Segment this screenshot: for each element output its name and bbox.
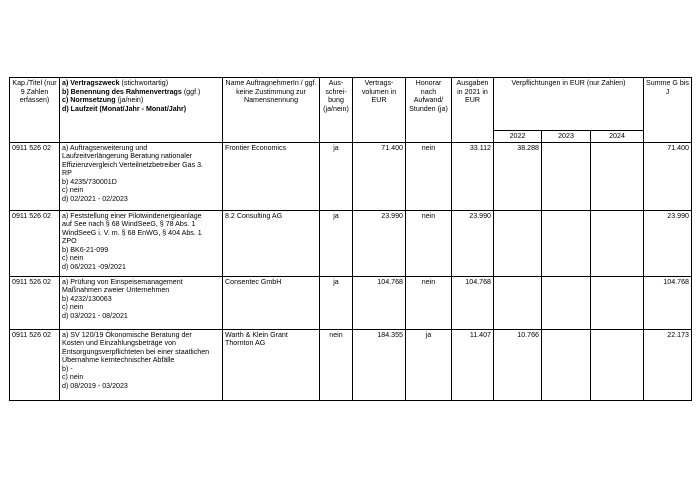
- header-kap: Kap./Titel (nur 9 Zahlen erfassen): [10, 78, 60, 143]
- vertragszweck-line: d) 02/2021 - 02/2023: [62, 194, 128, 203]
- cell-kap: 0911 526 02: [10, 142, 60, 210]
- vertragszweck-line: Maßnahmen zweier Unternehmen: [62, 286, 170, 294]
- cell-vertragszweck: [60, 329, 223, 400]
- vertragszweck-line: a) Prüfung von Einspeisemanagement: [62, 277, 183, 286]
- header-year-2024: 2024: [591, 131, 644, 143]
- table-row: [10, 142, 692, 210]
- cell-kap: 0911 526 02: [10, 329, 60, 400]
- cell-vertragszweck: [60, 210, 223, 276]
- cell-2024: [591, 142, 644, 210]
- cell-2024: [591, 210, 644, 276]
- cell-summe: 22.173: [644, 329, 692, 400]
- vertragszweck-line: a) Auftragserweiterung und: [62, 143, 148, 152]
- cell-ausschreibung: ja: [320, 276, 353, 329]
- vertragszweck-line: RP: [62, 169, 72, 177]
- cell-kap: 0911 526 02: [10, 276, 60, 329]
- header-auftragnehmer: Name AuftragnehmerIn / ggf. keine Zustimmung zur Namensnennung: [223, 78, 320, 143]
- table-row: [10, 276, 692, 329]
- cell-ausschreibung: ja: [320, 142, 353, 210]
- vertragszweck-line: Entsorgungsverpflichteten bei einer staatlichen: [62, 347, 210, 356]
- cell-honorar: nein: [406, 142, 452, 210]
- cell-volumen: 23.990: [353, 210, 406, 276]
- vertragszweck-line: c) nein: [62, 373, 84, 381]
- cell-auftragnehmer: Warth & Klein Grant Thornton AG: [223, 329, 320, 400]
- cell-2023: [542, 210, 591, 276]
- header-verpflichtungen: Verpflichtungen in EUR (nur Zahlen): [494, 78, 644, 131]
- cell-summe: 71.400: [644, 142, 692, 210]
- table-row: [10, 210, 692, 276]
- vertragszweck-line: b) -: [62, 364, 73, 373]
- cell-2022: 10.766: [494, 329, 542, 400]
- cell-vertragszweck: [60, 276, 223, 329]
- header-year-2022: 2022: [494, 131, 542, 143]
- cell-ausschreibung: nein: [320, 329, 353, 400]
- cell-honorar: nein: [406, 210, 452, 276]
- header-summe: Summe G bis J: [644, 78, 692, 143]
- vertragszweck-line: d) 08/2019 - 03/2023: [62, 381, 128, 390]
- cell-2024: [591, 329, 644, 400]
- cell-ausgaben: 33.112: [452, 142, 494, 210]
- cell-volumen: 104.768: [353, 276, 406, 329]
- vertragszweck-line: d) 03/2021 - 08/2021: [62, 311, 128, 320]
- cell-2022: 38.288: [494, 142, 542, 210]
- vertragszweck-line: ZPO: [62, 237, 77, 245]
- cell-ausschreibung: ja: [320, 210, 353, 276]
- vertragszweck-line: c) nein: [62, 254, 84, 262]
- cell-auftragnehmer: Consentec GmbH: [223, 276, 320, 329]
- header-volumen: Vertrags-volumen in EUR: [353, 78, 406, 143]
- vertragszweck-line: c) nein: [62, 186, 84, 194]
- cell-honorar: ja: [406, 329, 452, 400]
- table-row: [10, 329, 692, 400]
- cell-summe: 23.990: [644, 210, 692, 276]
- vertragszweck-line: Kosten und Einzahlungsbeträge von: [62, 339, 176, 347]
- cell-2023: [542, 329, 591, 400]
- header-ausschreibung: Aus-schrei-bung (ja/nein): [320, 78, 353, 143]
- vertragszweck-line: d) 06/2021 -09/2021: [62, 262, 126, 271]
- cell-auftragnehmer: Frontier Economics: [223, 142, 320, 210]
- cell-2023: [542, 276, 591, 329]
- vertragszweck-line: WindSeeG i. V. m. § 68 EnWG, § 404 Abs. 1: [62, 228, 202, 237]
- vertragszweck-line: auf See nach § 68 WindSeeG, § 78 Abs. 1: [62, 220, 196, 228]
- cell-vertragszweck: [60, 142, 223, 210]
- cell-honorar: nein: [406, 276, 452, 329]
- header-honorar: Honorar nach Aufwand/ Stunden (ja): [406, 78, 452, 143]
- vertragszweck-line: Effizienzvergleich Verteilnetzbetreiber Gas 3.: [62, 160, 204, 169]
- vertragszweck-line: c) nein: [62, 303, 84, 311]
- cell-summe: 104.768: [644, 276, 692, 329]
- cell-ausgaben: 104.768: [452, 276, 494, 329]
- vertragszweck-line: a) Feststellung einer Pilotwindenergieanlage: [62, 211, 202, 220]
- cell-2022: [494, 210, 542, 276]
- vertragszweck-line: b) 4232/130063: [62, 294, 112, 303]
- vertragszweck-line: Übernahme kerntechnischer Abfälle: [62, 356, 175, 364]
- cell-2023: [542, 142, 591, 210]
- cell-kap: 0911 526 02: [10, 210, 60, 276]
- cell-auftragnehmer: 8.2 Consulting AG: [223, 210, 320, 276]
- cell-volumen: 184.355: [353, 329, 406, 400]
- cell-2024: [591, 276, 644, 329]
- header-ausgaben: Ausgaben in 2021 in EUR: [452, 78, 494, 143]
- vertragszweck-line: Laufzeitverlängerung Beratung nationaler: [62, 152, 193, 160]
- header-row: [10, 78, 692, 131]
- cell-ausgaben: 23.990: [452, 210, 494, 276]
- cell-ausgaben: 11.407: [452, 329, 494, 400]
- header-year-2023: 2023: [542, 131, 591, 143]
- vertragszweck-line: b) 4235/730001D: [62, 177, 117, 186]
- header-vertragszweck: a) Vertragszweck (stichwortartig) b) Benennung des Rahmenvertrags (ggf.) c) Normsetzung (ja/nein) d) Laufzeit (Monat/Jahr - Monat/Jahr): [60, 78, 223, 143]
- cell-volumen: 71.400: [353, 142, 406, 210]
- vertragszweck-line: b) BK6-21-099: [62, 245, 109, 254]
- cell-2022: [494, 276, 542, 329]
- contracts-table: [9, 77, 692, 401]
- vertragszweck-line: a) SV 120/19 Ökonomische Beratung der: [62, 330, 192, 339]
